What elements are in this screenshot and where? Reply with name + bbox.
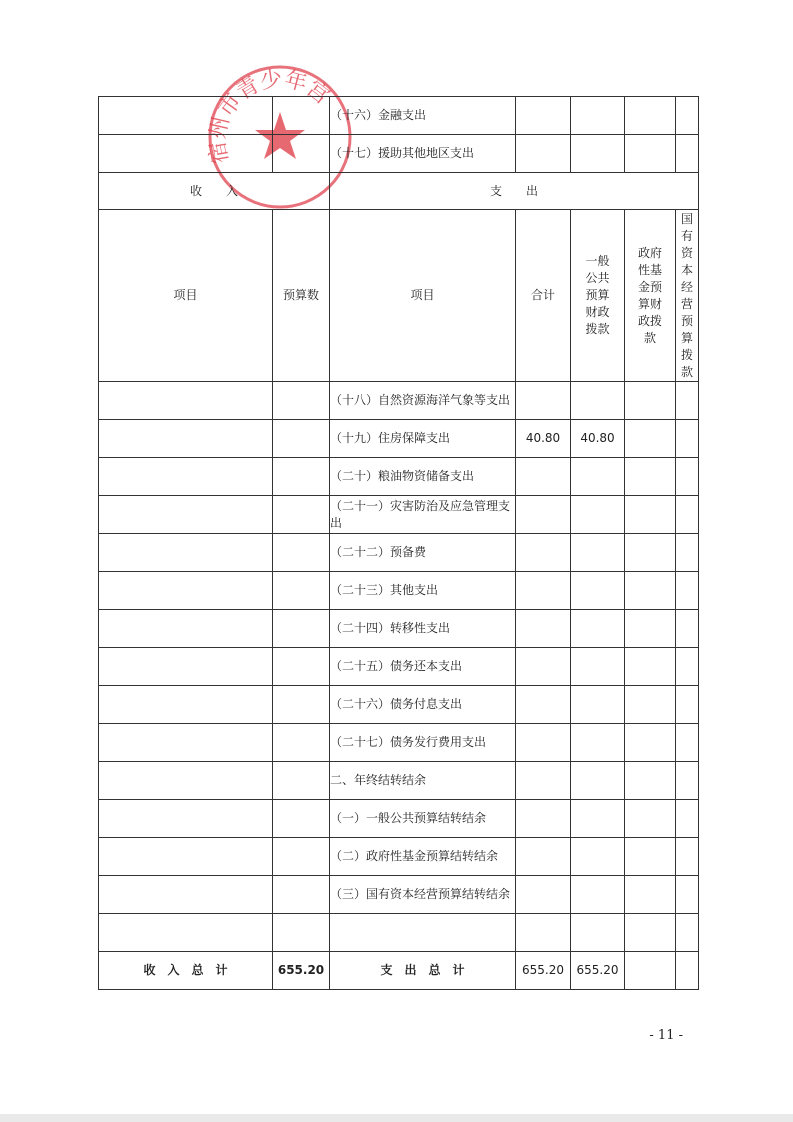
table-row (99, 800, 699, 838)
income-total-value: 655.20 (273, 952, 330, 990)
header-income-budget: 预算数 (273, 210, 330, 382)
table-row (99, 648, 699, 686)
table-row (99, 458, 699, 496)
table-row (99, 97, 699, 135)
header-gov-fund: 政府性基金预算财政拨款 (625, 210, 676, 382)
expense-item: （二）政府性基金预算结转结余 (330, 838, 516, 876)
totals-row (99, 952, 699, 990)
expense-item: （二十五）债务还本支出 (330, 648, 516, 686)
table-row (99, 762, 699, 800)
expense-item: （二十一）灾害防治及应急管理支出 (330, 496, 516, 534)
header-total: 合计 (516, 210, 571, 382)
expense-item: （十八）自然资源海洋气象等支出 (330, 382, 516, 420)
table-row (99, 876, 699, 914)
page-number: - 11 - (649, 1028, 683, 1043)
svg-text:宿州市青少年宫: 宿州市青少年宫 (205, 66, 334, 166)
header-income-item: 项目 (99, 210, 273, 382)
expense-item: （二十七）债务发行费用支出 (330, 724, 516, 762)
section-header-row (99, 173, 699, 210)
expense-item: （二十二）预备费 (330, 534, 516, 572)
header-expense-item: 项目 (330, 210, 516, 382)
expense-item: （三）国有资本经营预算结转结余 (330, 876, 516, 914)
expense-total-label: 支 出 总 计 (330, 952, 516, 990)
income-total-label: 收 入 总 计 (99, 952, 273, 990)
expense-general-value: 655.20 (571, 952, 625, 990)
budget-table (98, 96, 699, 990)
expense-item (330, 914, 516, 952)
table-row (99, 838, 699, 876)
scan-edge (0, 1114, 793, 1122)
table-row (99, 610, 699, 648)
expense-item: （十九）住房保障支出 (330, 420, 516, 458)
table-row (99, 914, 699, 952)
expense-item: （十七）援助其他地区支出 (330, 135, 516, 173)
table-row (99, 534, 699, 572)
row-total: 40.80 (516, 420, 571, 458)
header-general-public: 一般公共预算财政拨款 (571, 210, 625, 382)
column-header-row (99, 210, 699, 382)
expense-item: （二十四）转移性支出 (330, 610, 516, 648)
expense-item: （十六）金融支出 (330, 97, 516, 135)
expense-section-header: 支 出 (330, 173, 699, 210)
table-row (99, 420, 699, 458)
expense-total-value: 655.20 (516, 952, 571, 990)
header-state-capital: 国有资本经营预算拨款 (676, 210, 699, 382)
expense-item: 二、年终结转结余 (330, 762, 516, 800)
table-row (99, 724, 699, 762)
table-row (99, 572, 699, 610)
expense-item: （一）一般公共预算结转结余 (330, 800, 516, 838)
table-row (99, 135, 699, 173)
expense-item: （二十三）其他支出 (330, 572, 516, 610)
table-row (99, 686, 699, 724)
table-row (99, 496, 699, 534)
row-general: 40.80 (571, 420, 625, 458)
expense-item: （二十）粮油物资储备支出 (330, 458, 516, 496)
expense-item: （二十六）债务付息支出 (330, 686, 516, 724)
income-section-header: 收 入 (99, 173, 330, 210)
table-row (99, 382, 699, 420)
